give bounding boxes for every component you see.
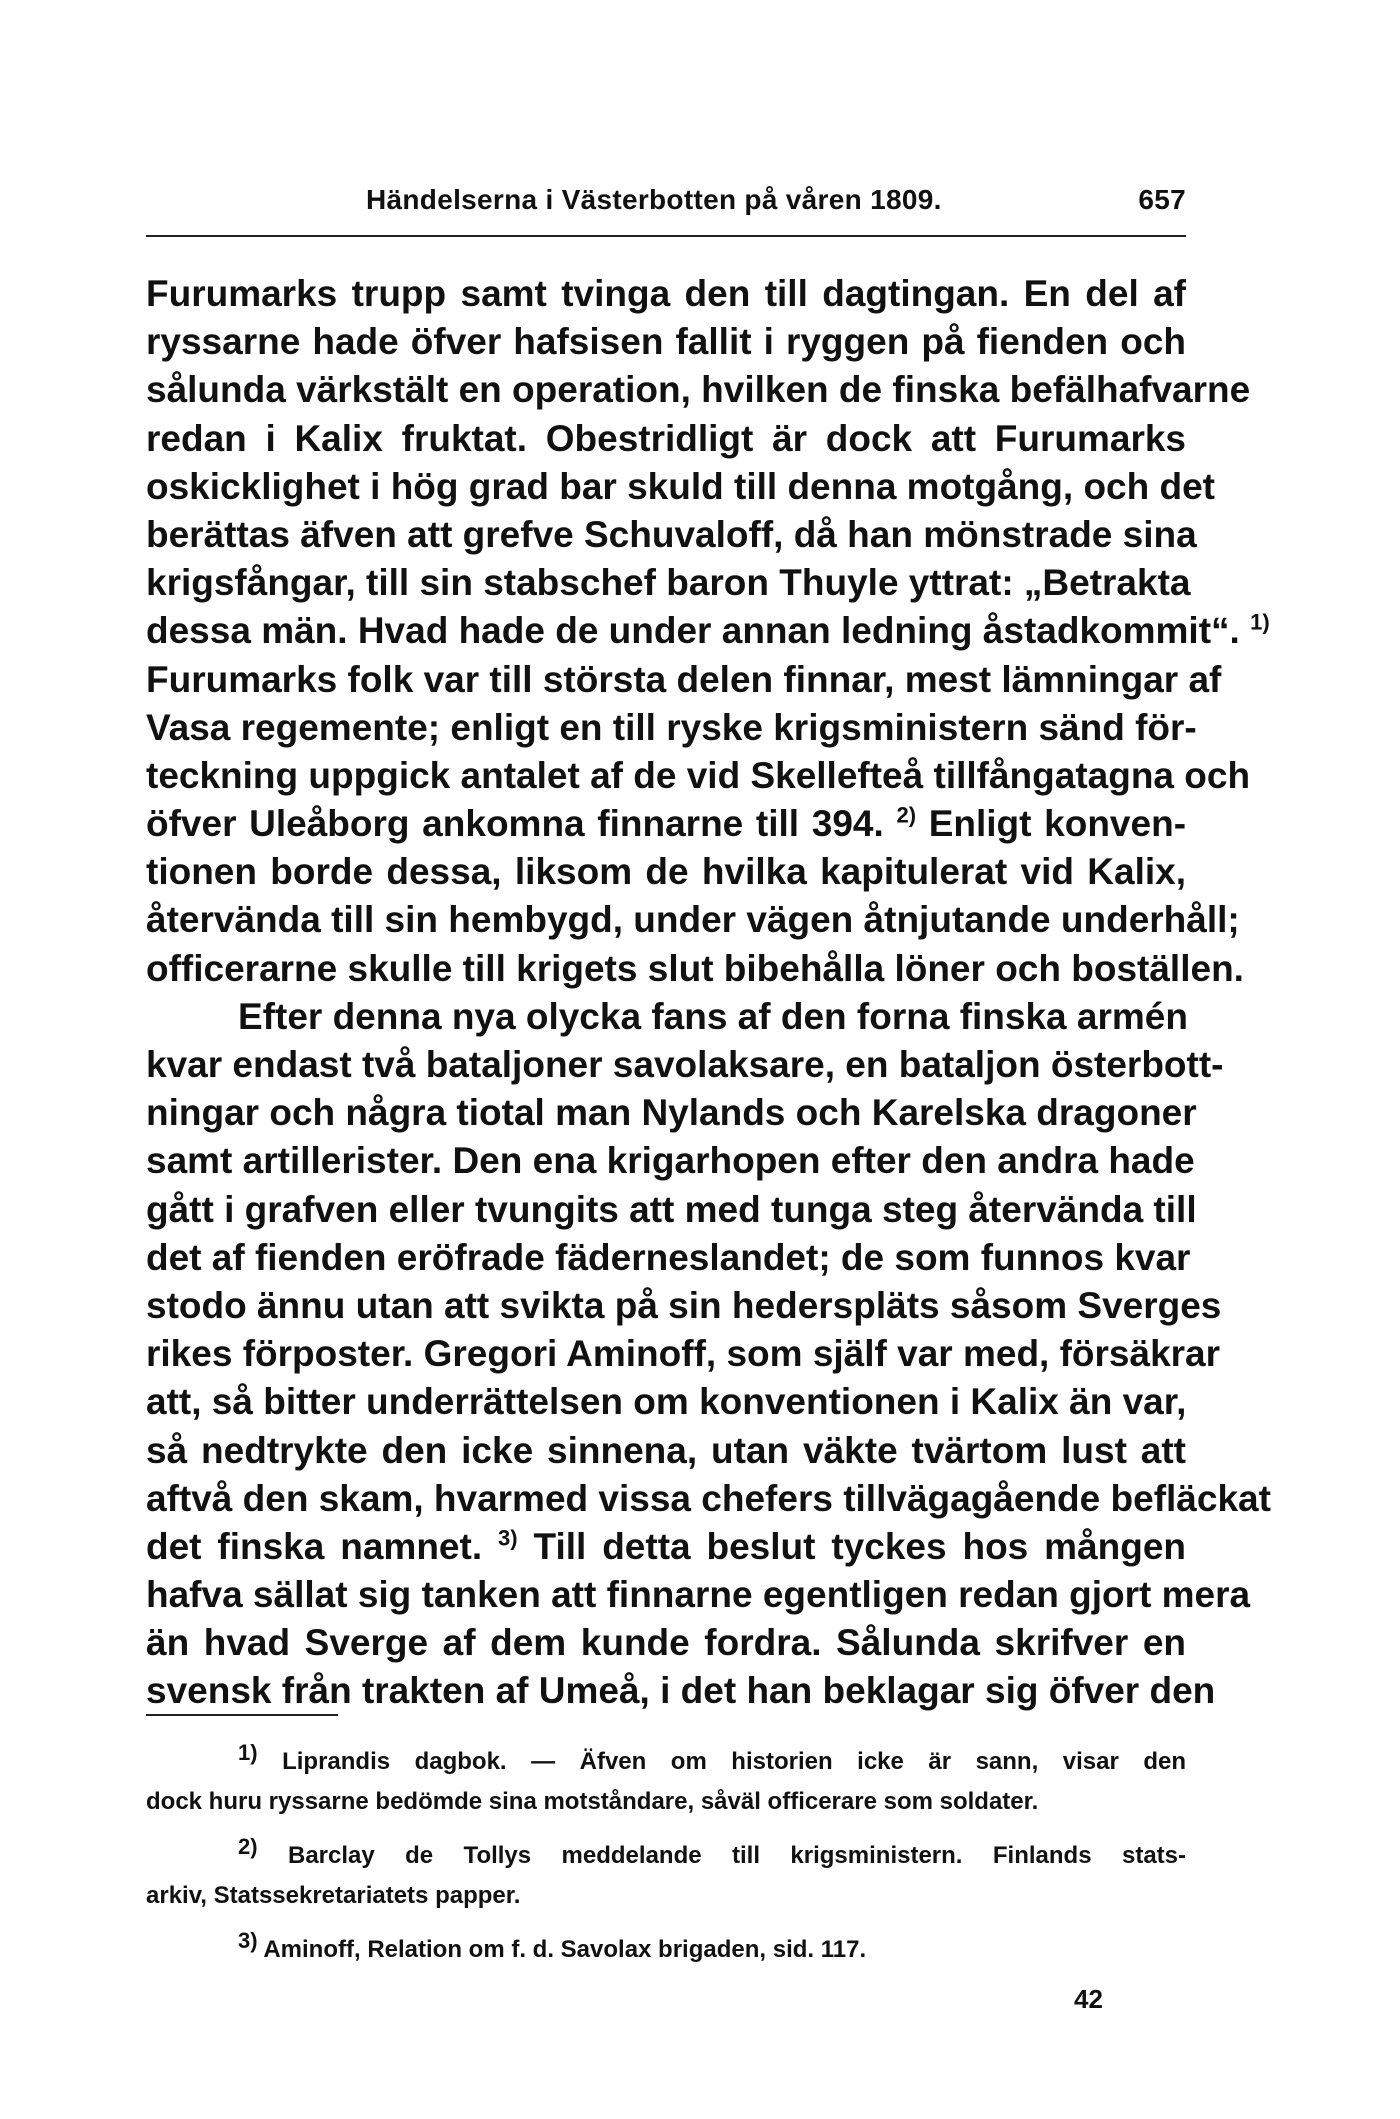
- header-rule: [146, 235, 1186, 237]
- text-line: redan i Kalix fruktat. Obestridligt är dock att Furumarks: [146, 417, 1186, 459]
- footnote: [146, 1930, 1186, 1970]
- text-line: Vasa regemente; enligt en till ryske krigsministern sänd för-: [146, 706, 1197, 748]
- text-line: aftvå den skam, hvarmed vissa chefers tillvägagående befläckat: [146, 1477, 1271, 1519]
- footnotes: [146, 1742, 1186, 1984]
- text-line: så nedtrykte den icke sinnena, utan väkte tvärtom lust att: [146, 1429, 1186, 1471]
- text-line: svensk från trakten af Umeå, i det han beklagar sig öfver den: [146, 1670, 1216, 1712]
- text-segment: Enligt konven-: [928, 803, 1187, 845]
- footnote-line: [146, 1742, 1186, 1782]
- text-line: gått i grafven eller tvungits att med tunga steg återvända till: [146, 1188, 1197, 1230]
- footnote-line: [146, 1930, 1186, 1970]
- text-line: officerarne skulle till krigets slut bibehålla löner och boställen.: [146, 947, 1244, 989]
- footnote-text: Aminoff, Relation om f. d. Savolax brigaden, sid. 117.: [263, 1936, 867, 1963]
- footnote-ref: 1): [1250, 609, 1270, 635]
- text-line: Furumarks trupp samt tvinga den till dagtingan. En del af: [146, 273, 1186, 314]
- footnote-line: arkiv, Statssekretariatets papper.: [146, 1882, 521, 1909]
- text-line: ningar och några tiotal man Nylands och Karelska dragoner: [146, 1092, 1197, 1134]
- footnote: [146, 1742, 1186, 1822]
- text-line: det af fienden eröfrade fäderneslandet; de som funnos kvar: [146, 1236, 1191, 1278]
- text-segment: det finska namnet.: [146, 1525, 483, 1567]
- signature-mark: 42: [1074, 1984, 1103, 2014]
- footnote-ref: 2): [896, 802, 917, 828]
- text-line: [146, 800, 1186, 848]
- footnote-text: Barclay de Tollys meddelande till krigsministern. Finlands stats-: [287, 1842, 1186, 1869]
- text-line: tionen borde dessa, liksom de hvilka kapitulerat vid Kalix,: [146, 851, 1186, 893]
- text-line: rikes förposter. Gregori Aminoff, som själf var med, försäkrar: [146, 1333, 1221, 1375]
- text-line: teckning uppgick antalet af de vid Skellefteå tillfångatagna och: [146, 754, 1251, 796]
- text-line: krigsfångar, till sin stabschef baron Thuyle yttrat: „Betrakta: [146, 562, 1191, 604]
- text-segment: Till detta beslut tyckes hos mången: [533, 1525, 1187, 1567]
- body-text: [146, 270, 1271, 1716]
- text-segment: öfver Uleåborg ankomna finnarne till 394.: [146, 803, 884, 845]
- text-line: sålunda värkstält en operation, hvilken de finska befälhafvarne: [146, 369, 1251, 411]
- footnote-ref: 3): [498, 1525, 518, 1551]
- text-line: Efter denna nya olycka fans af den forna finska armén: [238, 995, 1188, 1037]
- footnote-marker: 3): [238, 1928, 258, 1953]
- text-line: stodo ännu utan att svikta på sin hederspläts såsom Sverges: [146, 1284, 1222, 1326]
- text-line: hafva sällat sig tanken att finnarne egentligen redan gjort mera: [146, 1574, 1251, 1616]
- footnote-rule: [146, 1714, 338, 1716]
- text-line: att, så bitter underrättelsen om konventionen i Kalix än var,: [146, 1381, 1187, 1423]
- text-line: [146, 607, 1270, 655]
- text-line: samt artillerister. Den ena krigarhopen efter den andra hade: [146, 1140, 1195, 1182]
- text-line: [146, 1523, 1186, 1571]
- text-segment: dessa män. Hvad hade de under annan ledning åstadkommit“.: [146, 610, 1240, 652]
- text-line: oskicklighet i hög grad bar skuld till denna motgång, och det: [146, 465, 1216, 507]
- text-line: återvända till sin hembygd, under vägen åtnjutande underhåll;: [146, 899, 1240, 941]
- footnote-marker: 2): [238, 1834, 258, 1859]
- text-line: än hvad Sverge af dem kunde fordra. Sålunda skrifver en: [146, 1622, 1186, 1664]
- footnote: [146, 1836, 1186, 1916]
- text-line: kvar endast två bataljoner savolaksare, en bataljon österbott-: [146, 1044, 1224, 1085]
- footnote-marker: 1): [238, 1740, 258, 1765]
- text-line: berättas äfven att grefve Schuvaloff, då han mönstrade sina: [146, 513, 1197, 555]
- footnote-text: Liprandis dagbok. — Äfven om historien icke är sann, visar den: [282, 1748, 1186, 1775]
- footnote-line: [146, 1836, 1186, 1876]
- text-line: Furumarks folk var till största delen finnar, mest lämningar af: [146, 658, 1222, 700]
- text-line: ryssarne hade öfver hafsisen fallit i ryggen på fienden och: [146, 321, 1186, 363]
- running-header: [146, 184, 1186, 224]
- footnote-line: dock huru ryssarne bedömde sina motståndare, såväl officerare som soldater.: [146, 1788, 1039, 1815]
- page-number: 657: [1138, 184, 1186, 215]
- running-title: Händelserna i Västerbotten på våren 1809.: [366, 184, 942, 215]
